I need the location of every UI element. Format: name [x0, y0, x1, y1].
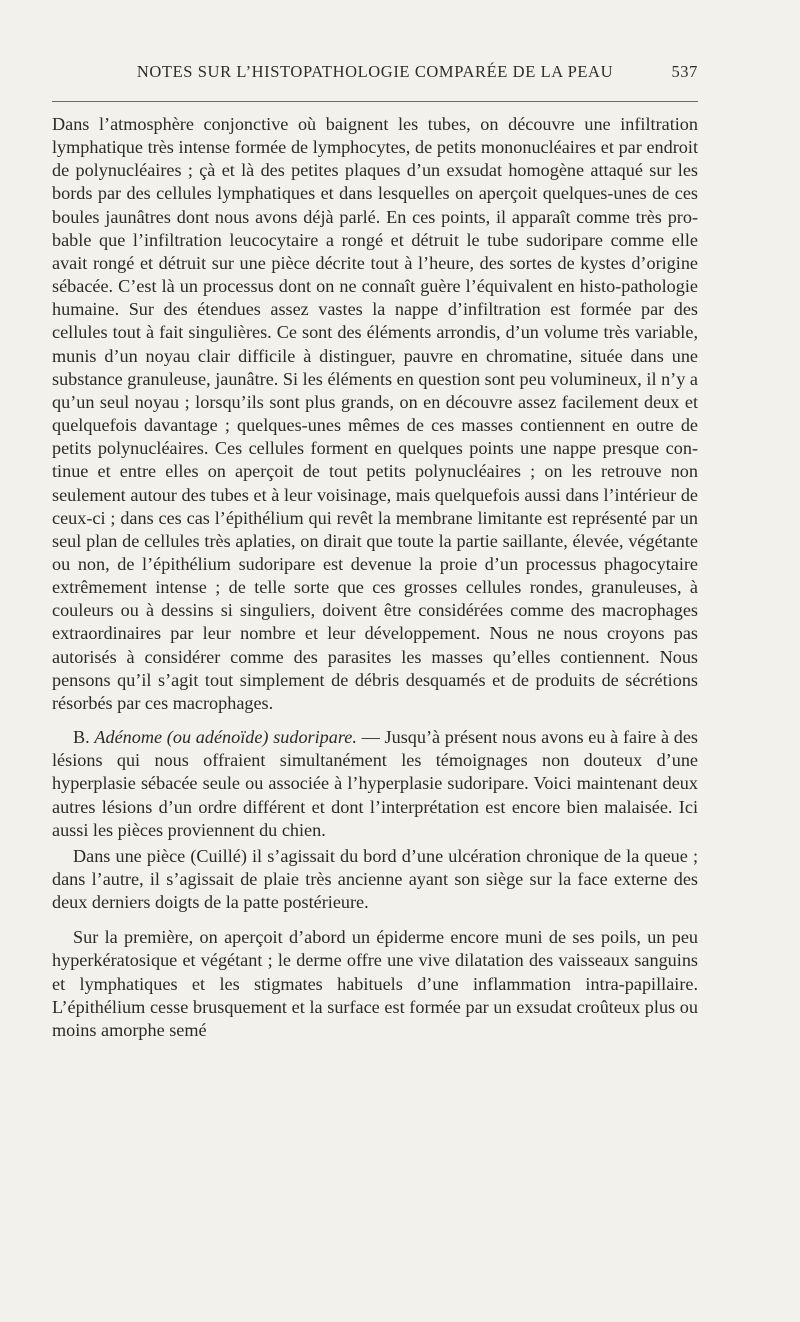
running-head — [52, 62, 698, 86]
section-b-text: — Jusqu’à présent nous avons eu à faire à des lésions qui nous offraient simultanément les témoignages non douteux d’une hyperplasie sébacée seule ou associée à l’hyperplasie sudoripare. Voici maintenant deux autres lésions d’un ordre différent et dont l’interprétation est encore bien malaisée. Ici aussi les pièces proviennent du chien. — [52, 727, 699, 840]
paragraph-infiltration: Dans l’atmosphère conjonctive où baignent les tubes, on découvre une infiltration lymphatique très intense formée de lymphocytes, de petits mononucléaires et par endroit de polynucléaires ; çà et là des petites plaques d’un exsudat homogène attaqué sur les bords par des cellules lymphatiques et dans lesquelles on aperçoit quelques-unes de ces boules jaunâtres dont nous avons déjà parlé. En ces points, il apparaît comme très probable que l’infiltration leucocytaire a rongé et détruit le tube sudoripare comme elle avait rongé et détruit sur une pièce décrite tout à l’heure, des sortes de kystes d’origine sébacée. C’est là un processus dont on ne connaît guère l’équivalent en histo-pathologie humaine. Sur des étendues assez vastes la nappe d’infiltration est formée par des cellules tout à fait singulières. Ce sont des éléments arrondis, d’un volume très variable, munis d’un noyau clair difficile à distinguer, pauvre en chromatine, située dans une substance granuleuse, jaunâtre. Si les éléments en question sont peu volumineux, il n’y a qu’un seul noyau ; lorsqu’ils sont plus grands, on en découvre assez facilement deux et quelquefois davantage ; quelques-unes mêmes de ces masses contiennent en outre de petits polynucléaires. Ces cellules forment en quelques points une nappe presque continue et entre elles on aperçoit de tout petits polynucléaires ; on les retrouve non seulement autour des tubes et à leur voisinage, mais quelquefois aussi dans l’intérieur de ceux-ci ; dans ces cas l’épithélium qui revêt la membrane limitante est représenté par un seul plan de cellules très aplaties, on dirait que toute la partie saillante, élevée, végétante ou non, de l’épithélium sudoripare est devenue la proie d’un processus phagocytaire extrêmement intense ; de telle sorte que ces grosses cellules rondes, granuleuses, à couleurs ou à dessins si singuliers, doivent être considérées comme des macrophages extraordinaires par leur nombre et leur développement. Nous ne nous croyons pas autorisés à considérer comme des parasites les masses qu’elles contiennent. Nous pensons qu’il s’agit tout simplement de débris desquamés et de produits de sécrétions résorbés par ces macrophages. — [52, 114, 698, 713]
paragraph-section-b — [52, 726, 698, 842]
section-title: Adénome (ou adénoïde) sudoripare. — [94, 727, 357, 748]
section-letter: B. — [73, 727, 90, 748]
running-title: NOTES SUR L’HISTOPATHOLOGIE COMPARÉE DE LA PEAU — [136, 62, 614, 81]
paragraph-first-piece: Sur la première, on aperçoit d’abord un épiderme encore muni de ses poils, un peu hyperkératosique et végétant ; le derme offre une vive dilatation des vaisseaux sanguins et lymphatiques et les stigmates habituels d’une inflammation intra-papillaire. L’épithélium cesse brusquement et la surface est formée par un exsudat croûteux plus ou moins amorphe semé — [52, 927, 698, 1040]
header-rule — [52, 101, 698, 102]
paragraph-cuille: Dans une pièce (Cuillé) il s’agissait du bord d’une ulcération chronique de la queue ; dans l’autre, il s’agissait de plaie très ancienne ayant son siège sur la face externe des deux derniers doigts de la patte postérieure. — [52, 845, 698, 913]
body-text — [52, 113, 698, 1042]
page-number: 537 — [671, 62, 698, 81]
